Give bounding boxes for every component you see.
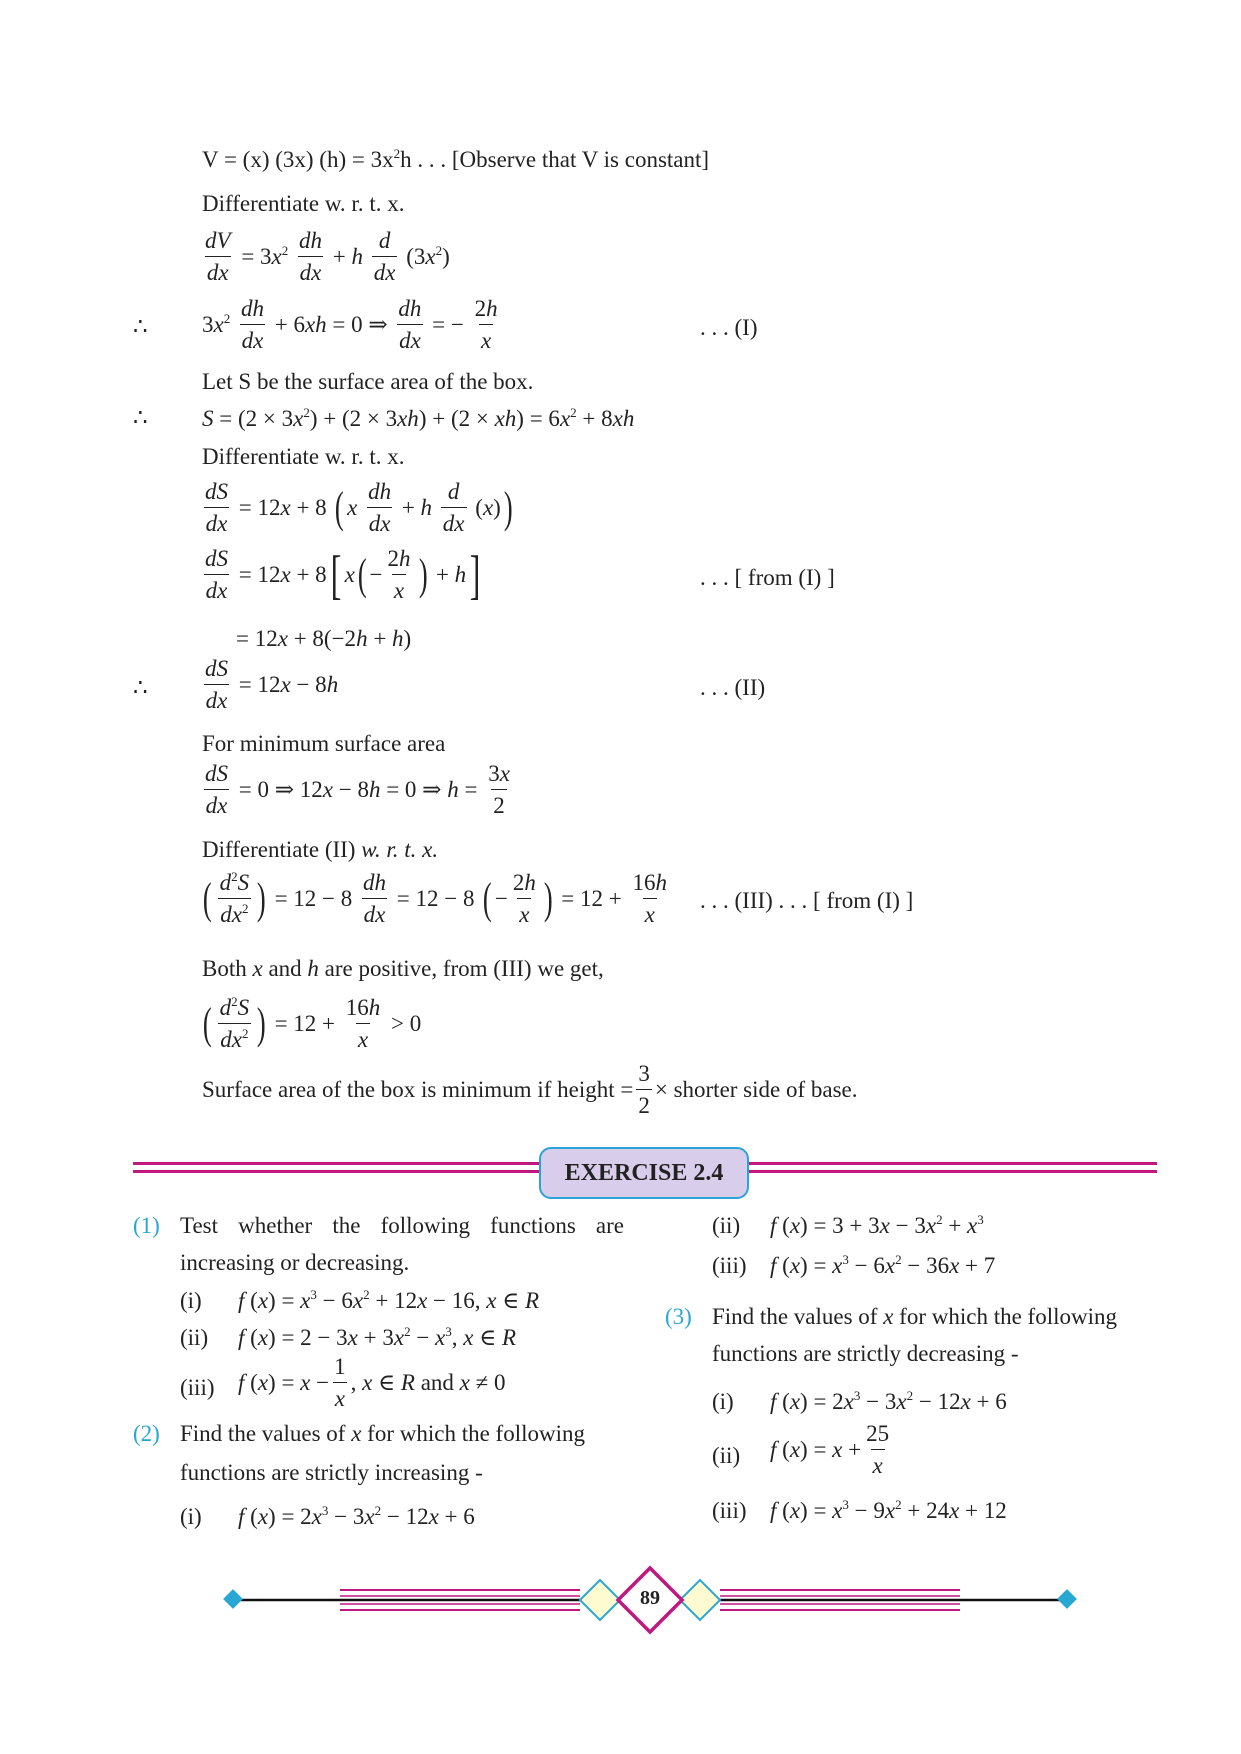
eq-dv-dx: $\frac{dV}{dx}$ = $3x^2$ $\frac{dh}{dx}$ + h $\frac{d}{dx}$ $(3x^2)$ xyxy=(205,228,450,286)
eq-I-tag: . . . (I) xyxy=(700,315,758,340)
exercise-title: EXERCISE 2.4 xyxy=(539,1147,749,1199)
q3-text-line2: functions are strictly decreasing - xyxy=(712,1341,1019,1366)
eq-I: $3x^2$ $\frac{dh}{dx}$ + 6xh = 0 ⇒ $\frac{dh}{dx}$ = − $\frac{2h}{x}$ xyxy=(202,296,498,354)
q3-number: (3) xyxy=(665,1304,692,1329)
q2-i-label: (i) xyxy=(180,1504,202,1529)
page-number: 89 xyxy=(640,1587,660,1609)
eq-III-tag: . . . (III) . . . [ from (I) ] xyxy=(700,888,914,913)
eq-volume-b: h . . . [Observe that V is constant] xyxy=(400,147,710,172)
q2-iii-expr: f $(x) = x^3 - 6x^2 - 36x + 7$ xyxy=(770,1252,996,1278)
diff-wrt-x-1: Differentiate w. r. t. x. xyxy=(202,191,405,216)
eq-ds-3: = 12x + 8(−2h + h) xyxy=(236,626,412,651)
eq-ds-2: $\frac{dS}{dx}$ = 12x + 8 [ x ( − $\frac{2h}{x}$ ) + h ] xyxy=(205,545,481,606)
q1-iii-label: (iii) xyxy=(180,1375,215,1400)
eq-d2s: ( $\frac{d^2S}{dx^2}$ ) = 12 − 8 $\frac{dh}{dx}$ = 12 − 8 ( − $\frac{2h}{x}$ ) = 12 + $\frac{16h}{x}$ xyxy=(202,869,667,928)
eq-II-tag: . . . (II) xyxy=(700,675,766,700)
conclusion-b: × shorter side of base. xyxy=(654,1077,858,1103)
q2-text-line1: Find the values of x for which the following xyxy=(180,1421,585,1446)
eq-ds-1: $\frac{dS}{dx}$ = 12x + 8 ( x $\frac{dh}{dx}$ + h $\frac{d}{dx}$ (x) ) xyxy=(205,479,513,537)
q3-i-expr: f $(x) = 2x^3 - 3x^2 - 12x + 6$ xyxy=(770,1388,1007,1414)
eq-volume xyxy=(202,146,709,175)
q1-number: (1) xyxy=(133,1213,160,1238)
conclusion: Surface area of the box is minimum if height = $\frac{3}{2}$ × shorter side of base. xyxy=(202,1061,858,1119)
eq-volume-a: V = (x) (3x) (h) = 3x xyxy=(202,147,394,172)
q1-iii-expr: f (x) = x − $\frac{1}{x}$ , x ∈ R and x ≠ 0 xyxy=(238,1354,506,1412)
diff-II: Differentiate (II) w. r. t. x. xyxy=(202,837,439,862)
eq-ds-4: $\frac{dS}{dx}$ = 12x − 8h xyxy=(205,656,339,714)
eq-d2s-positive: ( $\frac{d^2S}{dx^2}$ ) = 12 + $\frac{16h}{x}$ > 0 xyxy=(202,994,422,1053)
q3-text-line1: Find the values of x for which the following xyxy=(712,1304,1117,1329)
therefore-3: ∴ xyxy=(133,675,148,700)
q2-iii-label: (iii) xyxy=(712,1253,747,1278)
both-positive: Both x and h are positive, from (III) we get, xyxy=(202,956,604,981)
eq-s: $S = (2 \times 3x^2) + (2 \times 3xh) + (2 \times xh) = 6x^2 + 8xh$ xyxy=(202,405,635,431)
exercise-rule-left-1 xyxy=(133,1162,541,1165)
q1-ii-expr: f $(x) = 2 - 3x + 3x^2 - x^3$, x ∈ R xyxy=(238,1324,517,1350)
q1-text-line2: increasing or decreasing. xyxy=(180,1250,410,1275)
q1-ii-label: (ii) xyxy=(180,1325,209,1350)
from-I-tag-1: . . . [ from (I) ] xyxy=(700,565,835,590)
conclusion-a: Surface area of the box is minimum if height = xyxy=(202,1077,634,1103)
eq-volume-sup: 2 xyxy=(393,146,401,161)
exercise-rule-right-1 xyxy=(747,1162,1157,1165)
q3-iii-label: (iii) xyxy=(712,1498,747,1523)
q1-text-line1: Test whether the following functions are xyxy=(180,1213,624,1238)
exercise-rule-left-2 xyxy=(133,1170,541,1173)
q3-ii-expr: f (x) = x + $\frac{25}{x}$ xyxy=(770,1421,890,1479)
q2-ii-label: (ii) xyxy=(712,1213,741,1238)
q3-ii-label: (ii) xyxy=(712,1443,741,1468)
q2-number: (2) xyxy=(133,1421,160,1446)
q2-ii-expr: f $(x) = 3 + 3x - 3x^2 + x^3$ xyxy=(770,1212,984,1238)
eq-min: $\frac{dS}{dx}$ = 0 ⇒ 12x − 8h = 0 ⇒ h = $\frac{3x}{2}$ xyxy=(205,761,510,819)
diff-wrt-x-2: Differentiate w. r. t. x. xyxy=(202,444,405,469)
exercise-rule-right-2 xyxy=(747,1170,1157,1173)
therefore-2: ∴ xyxy=(133,405,148,430)
therefore-1: ∴ xyxy=(133,314,148,339)
q3-iii-expr: f $(x) = x^3 - 9x^2 + 24x + 12$ xyxy=(770,1497,1007,1523)
let-s: Let S be the surface area of the box. xyxy=(202,369,534,394)
q3-i-label: (i) xyxy=(712,1389,734,1414)
q2-i-expr: f $(x) = 2x^3 - 3x^2 - 12x + 6$ xyxy=(238,1503,475,1529)
for-min: For minimum surface area xyxy=(202,731,446,756)
q2-text-line2: functions are strictly increasing - xyxy=(180,1460,483,1485)
q1-i-expr: f $(x) = x^3 - 6x^2 + 12x - 16$, x ∈ R xyxy=(238,1287,540,1313)
q1-i-label: (i) xyxy=(180,1288,202,1313)
